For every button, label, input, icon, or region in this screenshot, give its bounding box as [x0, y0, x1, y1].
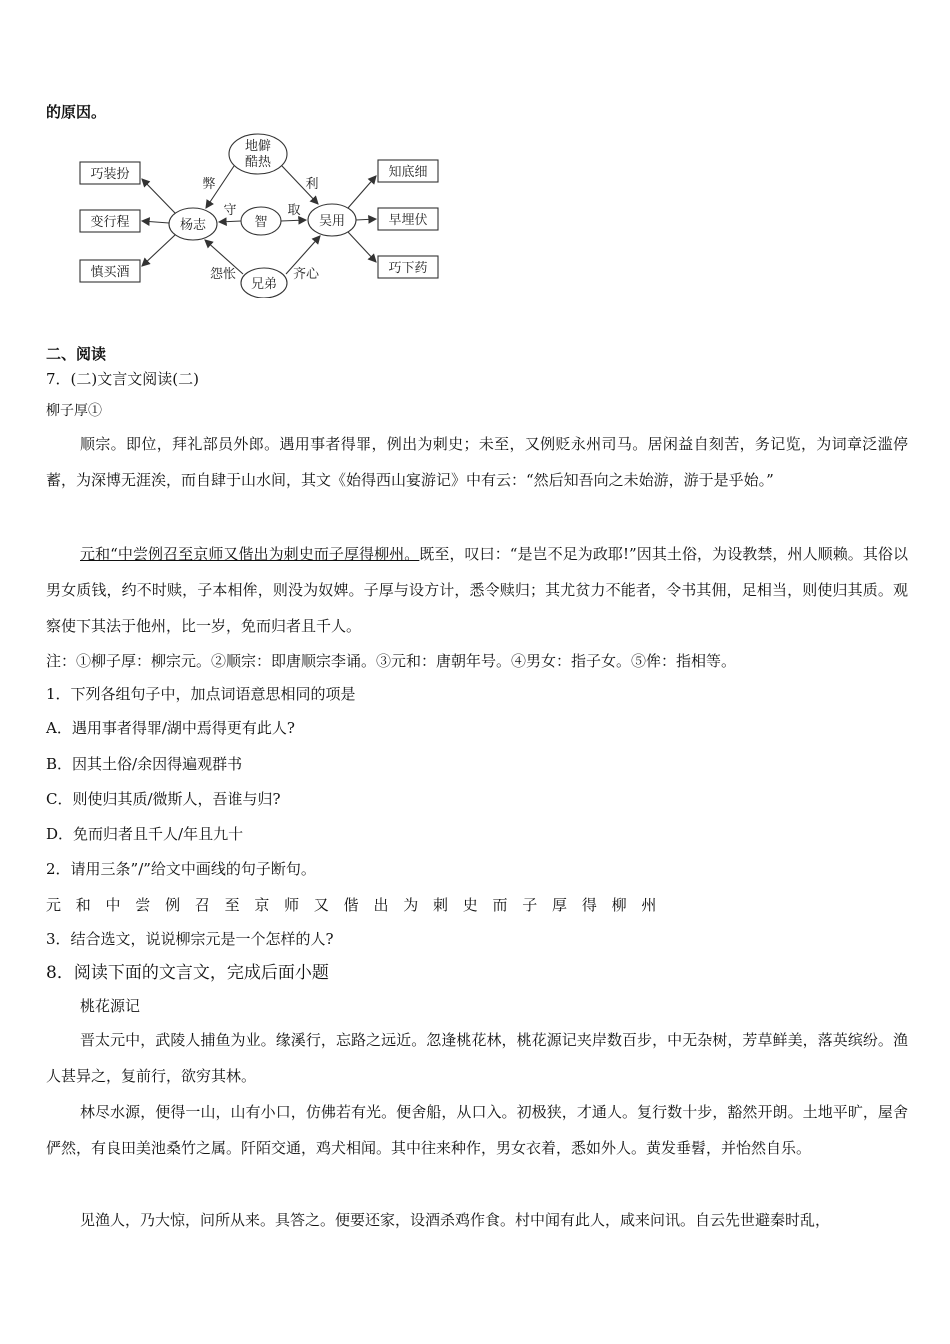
- label-wisdom: 智: [254, 215, 268, 230]
- label-brothers: 兄弟: [250, 277, 278, 292]
- option-d: D．免而归者且千人/年且九十: [46, 825, 244, 843]
- section-title: 二、阅读: [46, 345, 107, 363]
- label-top-2: 酷热: [244, 155, 272, 170]
- label-qu: 取: [287, 203, 301, 218]
- q8-paragraph-3: 见渔人，乃大惊，问所从来。具答之。便要还家，设酒杀鸡作食。村中闻有此人，咸来问讯。自云先世避秦时乱，: [80, 1211, 831, 1229]
- option-b: B．因其土俗/余因得遍观群书: [46, 755, 243, 773]
- label-left-2: 变行程: [90, 215, 130, 230]
- q7-paragraph-2-rest: 既至，叹曰：“是岂不足为政耶!”因其土俗，为设教禁，州人顺赖。其俗以男女质钱，约不时赎，子本相侔，则没为奴婢。子厚与设方计，悉令赎归；其尤贫力不能者，令书其佣，足相当，则使归其质。观察使下其法于他州，比一岁，免而归者且千人。: [46, 545, 908, 635]
- label-bi: 弊: [202, 177, 216, 192]
- q7-sub3: 3．结合选文，说说柳宗元是一个怎样的人?: [46, 930, 334, 948]
- label-top-1: 地僻: [244, 139, 272, 154]
- label-li: 利: [305, 177, 319, 192]
- label-qixin: 齐心: [292, 267, 320, 282]
- option-a: A．遇用事者得罪/湖中焉得更有此人?: [46, 719, 295, 737]
- q8-title: 桃花源记: [80, 997, 141, 1015]
- sentence-to-punctuate: 元 和 中 尝 例 召 至 京 师 又 偕 出 为 刺 史 而 子 厚 得 柳 州: [46, 896, 662, 914]
- q7-title: 柳子厚①: [46, 403, 102, 419]
- label-wuyong: 吴用: [318, 214, 346, 229]
- label-yuanchang: 怨怅: [209, 267, 237, 282]
- relationship-diagram: [72, 128, 452, 298]
- option-c: C．则使归其质/微斯人，吾谁与归?: [46, 790, 281, 808]
- q7-sub1: 1．下列各组句子中，加点词语意思相同的项是: [46, 685, 356, 703]
- label-left-3: 慎买酒: [90, 265, 130, 280]
- label-right-1: 知底细: [388, 165, 428, 180]
- q8-paragraph-1: 晋太元中，武陵人捕鱼为业。缘溪行，忘路之远近。忽逢桃花林，桃花源记夹岸数百步，中无杂树，芳草鲜美，落英缤纷。渔人甚异之，复前行，欲穷其林。: [46, 1031, 908, 1085]
- underlined-sentence: 元和“中尝例召至京师又偕出为刺史而子厚得柳州。: [80, 545, 420, 563]
- q8-heading: 8．阅读下面的文言文，完成后面小题: [46, 963, 329, 983]
- label-yangzhi: 杨志: [179, 218, 207, 233]
- label-shou: 守: [223, 203, 237, 218]
- label-right-2: 早埋伏: [388, 213, 428, 228]
- q7-note: 注：①柳子厚：柳宗元。②顺宗：即唐顺宗李诵。③元和：唐朝年号。④男女：指子女。⑤侔：指相等。: [46, 652, 737, 670]
- label-right-3: 巧下药: [388, 261, 428, 276]
- q8-paragraph-2: 林尽水源，便得一山，山有小口，仿佛若有光。便舍船，从口入。初极狭，才通人。复行数十步，豁然开朗。土地平旷，屋舍俨然，有良田美池桑竹之属。阡陌交通，鸡犬相闻。其中往来种作，男女衣着，悉如外人。黄发垂髫，并怡然自乐。: [46, 1103, 908, 1157]
- q7-paragraph-1: 顺宗。即位，拜礼部员外郎。遇用事者得罪，例出为刺史；未至，又例贬永州司马。居闲益自刻苦，务记览，为词章泛滥停蓄，为深博无涯涘，而自肆于山水间，其文《始得西山宴游记》中有云：“然后知吾向之未始游，游于是乎始。”: [46, 435, 908, 489]
- q7-heading: 7．(二)文言文阅读(二): [46, 370, 199, 388]
- q7-paragraph-2: [46, 536, 908, 644]
- label-left-1: 巧装扮: [90, 167, 130, 182]
- continued-text: 的原因。: [46, 103, 107, 121]
- q7-sub2: 2．请用三条”/”给文中画线的句子断句。: [46, 860, 316, 878]
